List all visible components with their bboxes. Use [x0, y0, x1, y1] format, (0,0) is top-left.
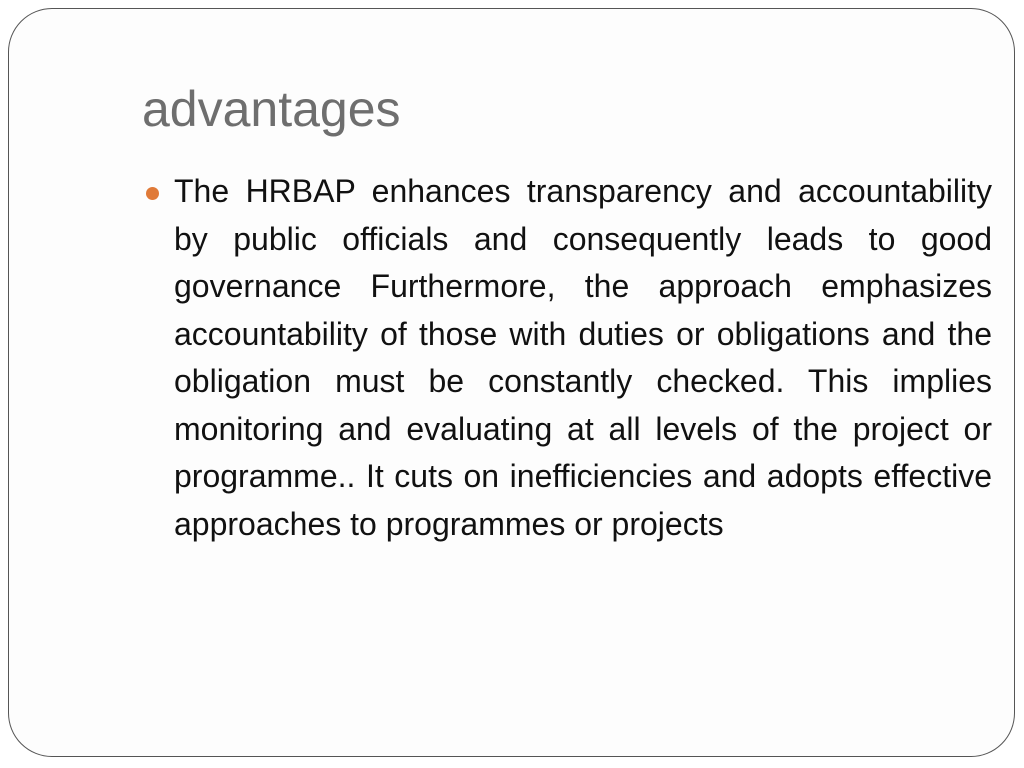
bullet-dot-icon [146, 187, 159, 200]
bullet-list [146, 168, 992, 548]
slide-title: advantages [142, 81, 401, 137]
bullet-item [146, 168, 992, 548]
bullet-text: The HRBAP enhances transparency and accountability by public officials and consequently leads to good governance Furthermore, the approach emphasizes accountability of those with duties or obligations and the obligation must be constantly checked. This implies monitoring and evaluating at all levels of the project or programme.. It cuts on inefficiencies and adopts effective approaches to programmes or projects [174, 173, 992, 542]
